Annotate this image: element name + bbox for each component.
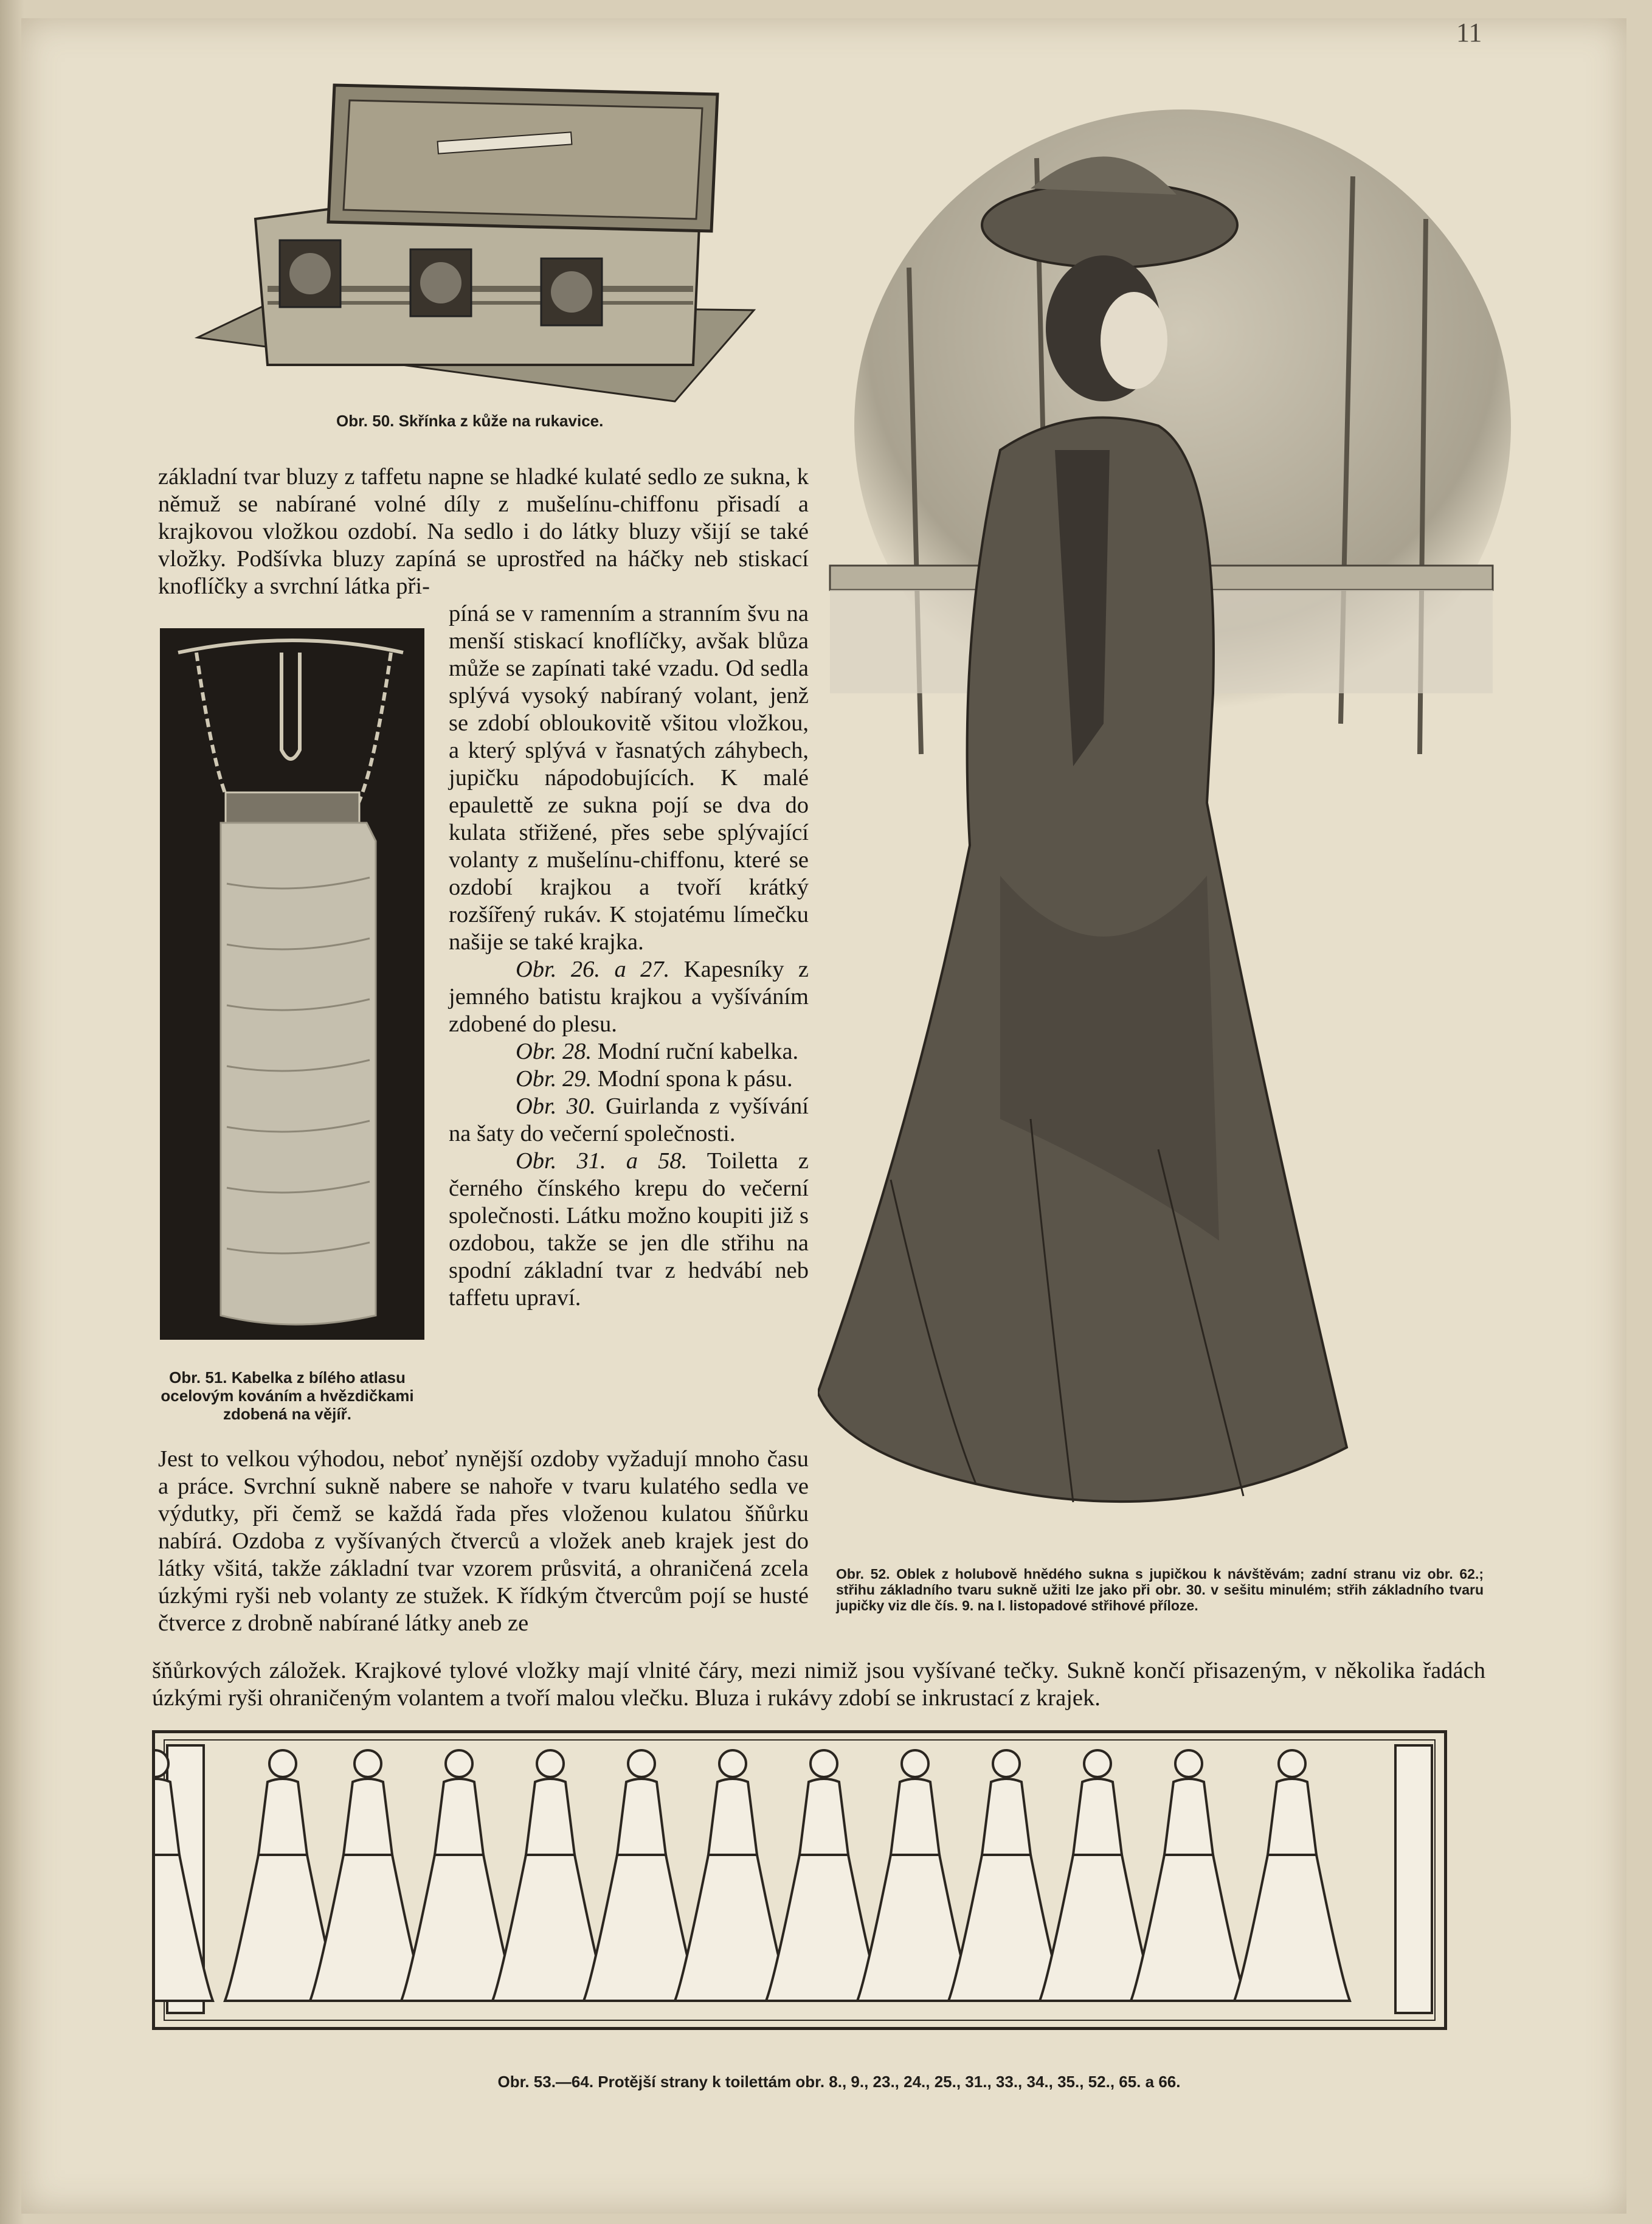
figure-glove-box — [195, 79, 760, 407]
item-text: Guirlanda z vyšívání na šaty do večerní společnosti. — [449, 1093, 809, 1146]
caption-fig-50: Obr. 50. Skřínka z kůže na rukavice. — [336, 412, 604, 430]
item-text: Toiletta z černého čínského krepu do večerní společnosti. Látku možno koupiti již s ozdobou, takže se jen dle střihu na spodní základní tvar z hedvábí neb taffetu upraví. — [449, 1148, 809, 1311]
text-block-full-width: šňůrkových záložek. Krajkové tylové vložky mají vlnité čáry, mezi nimiž jsou vyšívané tečky. Sukně končí přisazeným, v několika řadách úzkými ryši ohraničeným volantem a tvoří malou vlečku. Bluza i rukávy zdobí se inkrustací z krajek. — [152, 1658, 1485, 1711]
page-edge-shadow — [0, 0, 24, 2224]
text-block-narrow — [449, 600, 809, 1312]
item-28 — [449, 1038, 809, 1065]
text-block-bottom: Jest to velkou výhodou, neboť nynější ozdoby vyžadují mnoho času a práce. Svrchní sukně nabere se nahoře v tvaru kulatého sedla ve výdutky, při čemž se každá řada přes vloženou kulatou šňůrku nabírá. Ozdoba z vyšívaných čtverců a vložek aneb krajek jest do látky všitá, takže základní tvar vzorem průsvitá, a ohraničená zcela úzkými ryši neb volanty ze stužek. K řídkým čtvercům pojí se husté čtverce z drobně nabírané látky aneb ze — [158, 1446, 809, 1636]
item-label: Obr. 31. a 58. — [516, 1148, 688, 1174]
item-text: Modní spona k pásu. — [597, 1066, 793, 1092]
figure-purse — [160, 628, 424, 1340]
caption-strip: Obr. 53.—64. Protější strany k toilettám obr. 8., 9., 23., 24., 25., 31., 33., 34., 35., 52., 65. a 66. — [497, 2073, 1181, 2091]
item-29 — [449, 1065, 809, 1093]
strip-figures-illustration — [155, 1733, 1444, 2027]
item-text: Kapesníky z jemného batistu krajkou a vyšíváním zdobené do plesu. — [449, 957, 809, 1037]
item-31-58 — [449, 1148, 809, 1312]
item-text: Modní ruční kabelka. — [597, 1039, 799, 1064]
item-label: Obr. 28. — [516, 1039, 592, 1064]
caption-fig-51: Obr. 51. Kabelka z bílého atlasu ocelovým kováním a hvězdičkami zdobená na vějíř. — [161, 1368, 414, 1423]
item-26-27 — [449, 956, 809, 1038]
figure-walking-dress — [818, 85, 1511, 1545]
item-label: Obr. 29. — [516, 1066, 592, 1092]
item-label: Obr. 26. a 27. — [516, 957, 670, 982]
caption-fig-52: Obr. 52. Oblek z holubově hnědého sukna s jupičkou k návštěvám; zadní stranu viz obr. 62.; střihu základního tvaru sukně užiti lze jako při obr. 30. v sešitu minulém; střih základního tvaru jupičky viz dle čís. 9. na I. listopadové střihové příloze. — [836, 1566, 1484, 1613]
figure-fashion-strip — [152, 1730, 1447, 2030]
text-block-top: základní tvar bluzy z taffetu napne se hladké kulaté sedlo ze sukna, k němuž se nabírané volné díly z mušelínu-chiffonu přisadí a krajkovou vložkou ozdobí. Na sedlo i do látky bluzy všijí se také vložky. Podšívka bluzy zapíná se uprostřed na háčky neb stiskací knoflíčky a svrchní látka při- — [158, 464, 809, 599]
item-30 — [449, 1093, 809, 1148]
item-label: Obr. 30. — [516, 1093, 596, 1119]
page-number: 11 — [1456, 18, 1482, 47]
paragraph-continuation: píná se v ramenním a stranním švu na menší stiskací knoflíčky, avšak blůza může se zapínati také vzadu. Od sedla splývá vysoký nabíraný volant, jenž se zdobí obloukovitě všitou vložkou, a který splývá v řasnatých záhybech, jupičku nápodobujících. K malé epaulettě ze sukna pojí se dva do kulata střižené, přes sebe splývající volanty z mušelínu-chiffonu, které se ozdobí krajkou a tvoří krátký rozšířený rukáv. K stojatému límečku našije se také krajka. — [449, 601, 809, 955]
